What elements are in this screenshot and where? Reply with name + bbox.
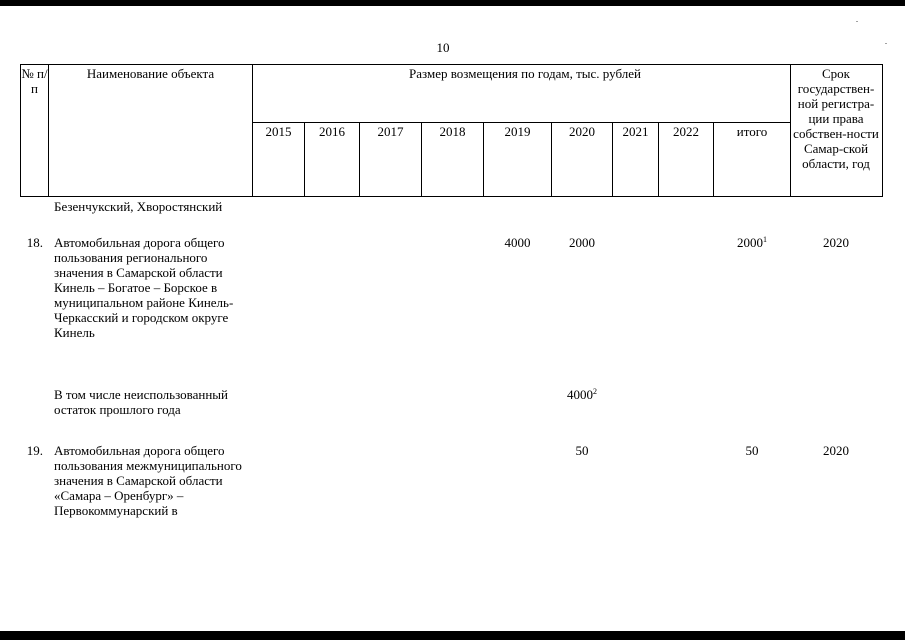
bottom-border — [0, 631, 905, 640]
col-header-year: 2017 — [377, 124, 404, 139]
col-header-num: № п/п — [21, 66, 48, 96]
grid-line — [20, 196, 882, 197]
col-header-name: Наименование объекта — [86, 66, 215, 81]
col-header-term: Срок государствен-ной регистра-ции права собствен-ности Самар-ской области, год — [793, 66, 879, 171]
value-2019: 4000 — [504, 235, 531, 250]
value-total: 2000$^1$ — [737, 235, 767, 250]
value-term: 2020 — [823, 443, 849, 458]
scan-speck: . — [885, 37, 887, 46]
page-number: 10 — [436, 40, 450, 55]
value-term: 2020 — [823, 235, 849, 250]
continued-object-name: Безенчукский, Хворостянский — [54, 199, 223, 214]
col-header-year: 2015 — [265, 124, 292, 139]
scan-speck: . — [856, 15, 858, 24]
grid-line — [20, 64, 882, 65]
value-2020: 4000$^2$ — [567, 387, 597, 402]
grid-line — [48, 64, 49, 197]
col-header-year: 2021 — [622, 124, 649, 139]
object-name: Автомобильная дорога общего пользования межмуниципального значения в Самарской области «Самара – Оренбург» – Первокоммунарский в — [54, 443, 242, 518]
value-2020: 50 — [575, 443, 589, 458]
row-number: 18. — [26, 235, 43, 250]
col-header-amount: Размер возмещения по годам, тыс. рублей — [409, 66, 641, 81]
col-header-total: итого — [736, 124, 768, 139]
footnote-mark: 1 — [763, 235, 767, 244]
grid-line — [252, 122, 790, 123]
top-border — [0, 0, 905, 6]
col-header-year: 2018 — [439, 124, 466, 139]
col-header-year: 2019 — [504, 124, 531, 139]
grid-line — [790, 64, 791, 197]
value-2020: 2000 — [569, 235, 595, 250]
grid-line — [882, 64, 883, 197]
value-total: 50 — [745, 443, 759, 458]
note-text: В том числе неиспользованный остаток прошлого года — [54, 387, 228, 417]
row-number: 19. — [26, 443, 43, 458]
col-header-year: 2016 — [319, 124, 345, 139]
footnote-mark: 2 — [593, 387, 597, 396]
col-header-year: 2020 — [569, 124, 595, 139]
object-name: Автомобильная дорога общего пользования регионального значения в Самарской области Кинель – Богатое – Борское в муниципальном районе Кинель-Черкасский и городском округе Кинель — [54, 235, 234, 340]
col-header-year: 2022 — [673, 124, 699, 139]
